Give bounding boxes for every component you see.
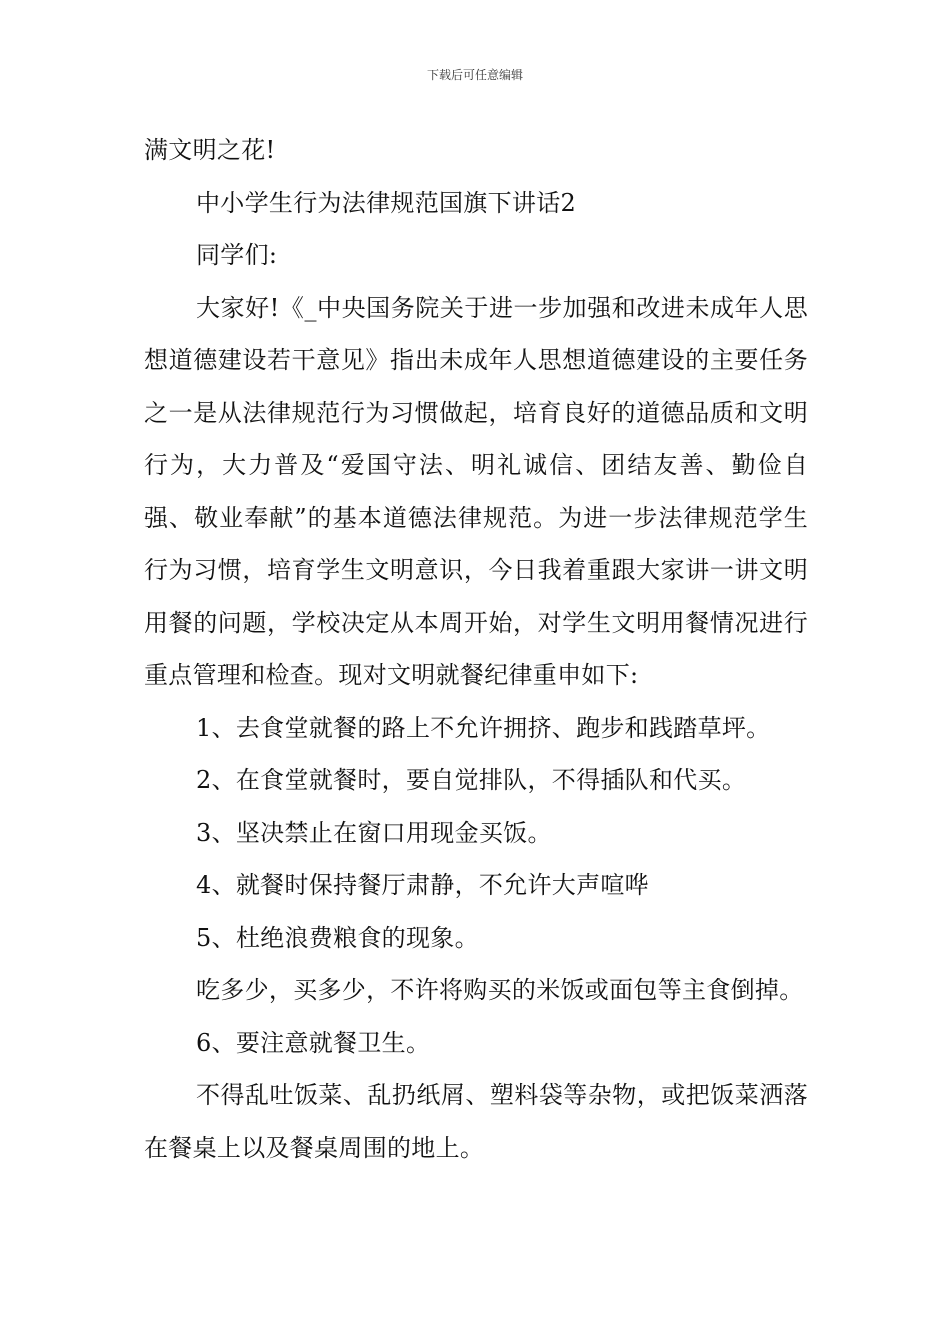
- list-item-rule-1: 1、去食堂就餐的路上不允许拥挤、跑步和践踏草坪。: [196, 713, 771, 742]
- paragraph-rule-5-detail: 吃多少，买多少，不许将购买的米饭或面包等主食倒掉。: [196, 976, 804, 1004]
- list-item-rule-2: 2、在食堂就餐时，要自觉排队，不得插队和代买。: [196, 766, 747, 794]
- paragraph-rule-6-detail: 不得乱吐饭菜、乱扔纸屑、塑料袋等杂物，或把饭菜洒落在餐桌上以及餐桌周围的地上。: [144, 1081, 808, 1162]
- paragraph-salutation: 同学们:: [196, 241, 278, 269]
- list-item-rule-6: 6、要注意就餐卫生。: [196, 1028, 431, 1057]
- list-item-rule-3: 3、坚决禁止在窗口用现金买饭。: [196, 818, 552, 847]
- document-body: [144, 124, 808, 1174]
- list-item-rule-5: 5、杜绝浪费粮食的现象。: [196, 923, 479, 952]
- paragraph-introduction: 大家好!《_中央国务院关于进一步加强和改进未成年人思想道德建设若干意见》指出未成年人思想道德建设的主要任务之一是从法律规范行为习惯做起，培育良好的道德品质和文明行为，大力普及“爱国守法、明礼诚信、团结友善、勤俭自强、敬业奉献”的基本道德法律规范。为进一步法律规范学生行为习惯，培育学生文明意识，今日我着重跟大家讲一讲文明用餐的问题，学校决定从本周开始，对学生文明用餐情况进行重点管理和检查。现对文明就餐纪律重申如下:: [144, 293, 808, 689]
- list-item-rule-4: 4、就餐时保持餐厅肃静，不允许大声喧哗: [196, 871, 649, 899]
- paragraph-closing-line: 满文明之花!: [144, 136, 276, 164]
- paragraph-speech-title: 中小学生行为法律规范国旗下讲话2: [196, 188, 577, 217]
- page-header-note: 下载后可任意编辑: [426, 68, 523, 82]
